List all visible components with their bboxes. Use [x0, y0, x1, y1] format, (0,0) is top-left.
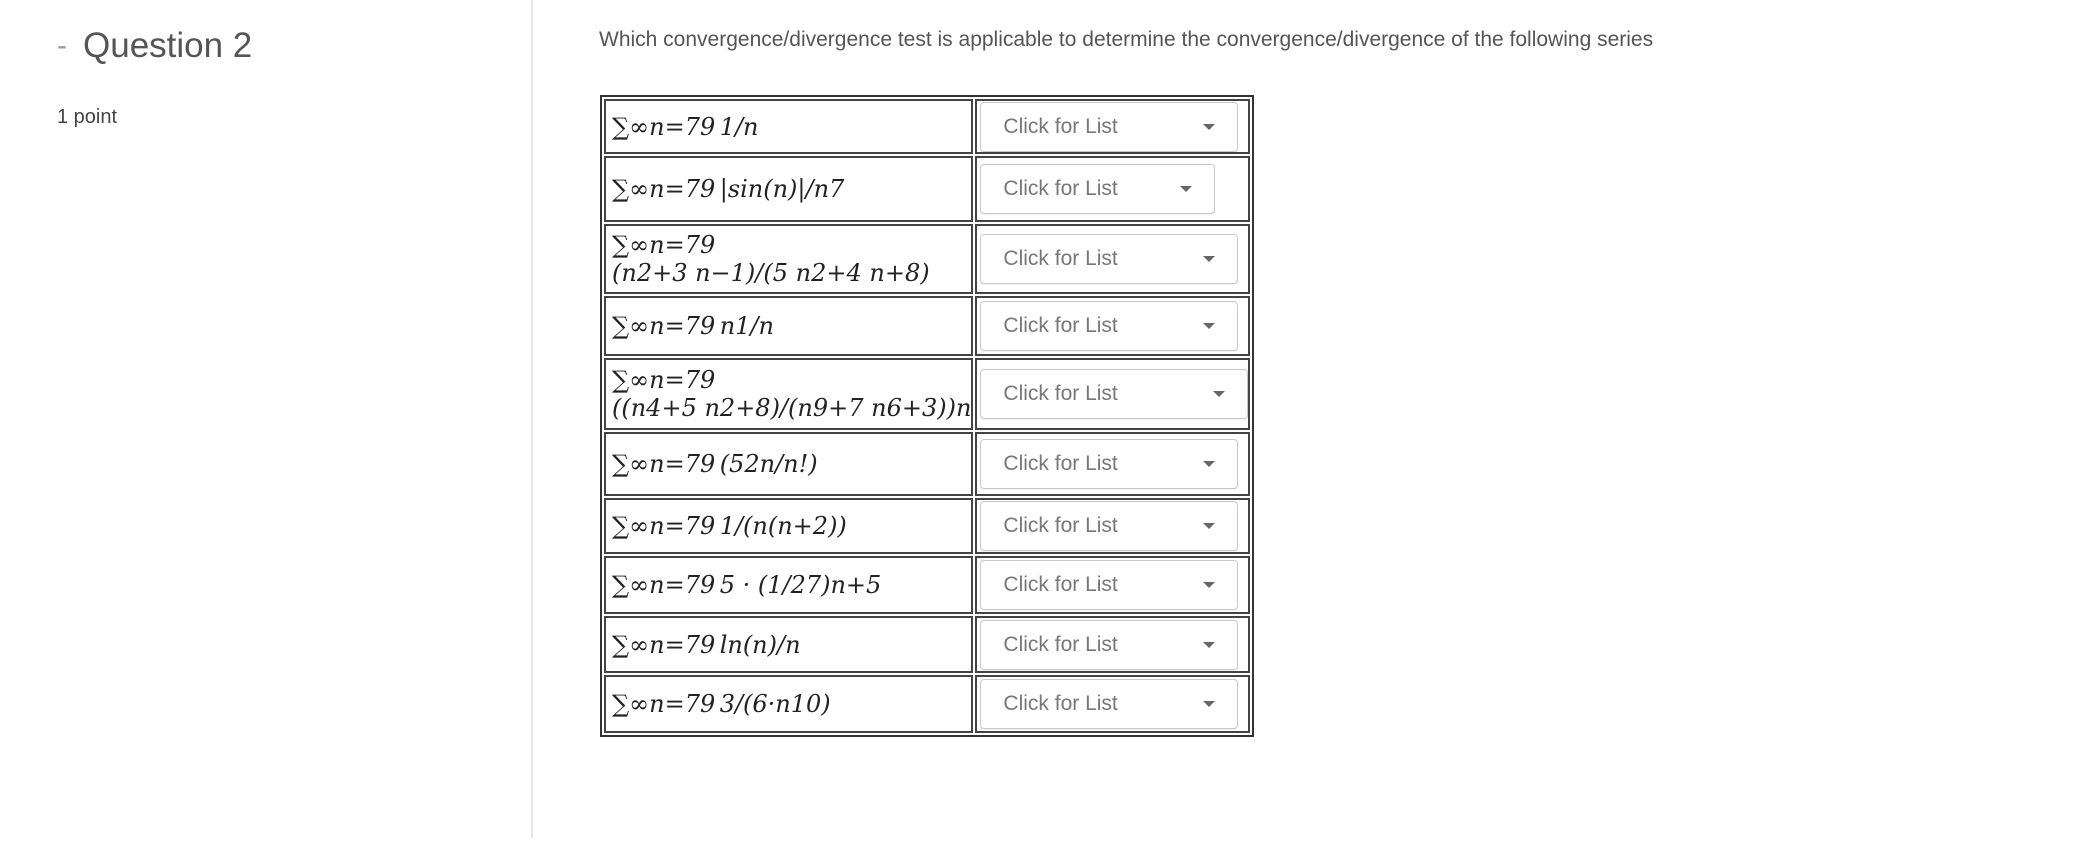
series-term: 5 · (1/27)n+5 — [719, 571, 882, 599]
answer-cell — [975, 498, 1250, 554]
question-title: Question 2 — [83, 26, 253, 65]
dropdown-label: Click for List — [1003, 114, 1118, 138]
collapse-dash-icon[interactable]: - — [57, 29, 67, 62]
series-sum: ∑∞n=79 — [612, 112, 716, 141]
series-expression-cell — [604, 358, 973, 430]
series-sum: ∑∞n=79 — [612, 231, 716, 259]
chevron-down-icon — [1213, 391, 1225, 397]
dropdown-label: Click for List — [1003, 177, 1118, 200]
series-expression-cell — [604, 675, 973, 733]
series-row — [604, 432, 1250, 496]
test-select-dropdown[interactable] — [980, 439, 1238, 489]
dropdown-label: Click for List — [1003, 514, 1118, 537]
question-prompt: Which convergence/divergence test is applicable to determine the convergence/divergence of the following series — [599, 28, 1654, 51]
series-term: 3/(6·n10) — [719, 690, 831, 718]
test-select-dropdown[interactable] — [980, 164, 1215, 214]
chevron-down-icon — [1203, 256, 1215, 262]
series-expression-cell — [604, 616, 973, 673]
test-select-dropdown[interactable] — [980, 234, 1238, 284]
series-term: ln(n)/n — [719, 630, 801, 659]
series-table — [600, 95, 1254, 737]
answer-cell — [975, 432, 1250, 496]
answer-cell — [975, 99, 1250, 154]
answer-cell — [975, 616, 1250, 673]
series-sum: ∑∞n=79 — [612, 366, 716, 394]
series-row — [604, 675, 1250, 733]
question-sidebar — [0, 0, 533, 838]
question-header — [57, 26, 252, 66]
series-row — [604, 358, 1250, 430]
series-term: 1/(n(n+2)) — [719, 512, 847, 540]
series-sum: ∑∞n=79 — [612, 312, 716, 340]
dropdown-label: Click for List — [1003, 314, 1118, 337]
answer-cell — [975, 224, 1250, 294]
test-select-dropdown[interactable] — [980, 369, 1248, 419]
series-expression-cell — [604, 432, 973, 496]
series-expression-cell — [604, 156, 973, 222]
answer-cell — [975, 156, 1250, 222]
series-term: 1/n — [719, 112, 759, 141]
series-expression-cell — [604, 224, 973, 294]
series-sum: ∑∞n=79 — [612, 512, 716, 540]
test-select-dropdown[interactable] — [980, 301, 1238, 351]
series-sum: ∑∞n=79 — [612, 630, 716, 659]
test-select-dropdown[interactable] — [980, 620, 1238, 670]
series-term: (n2+3 n−1)/(5 n2+4 n+8) — [612, 259, 930, 287]
series-row — [604, 296, 1250, 356]
chevron-down-icon — [1180, 186, 1192, 192]
series-term: |sin(n)|/n7 — [719, 175, 845, 203]
dropdown-label: Click for List — [1003, 247, 1118, 270]
chevron-down-icon — [1203, 461, 1215, 467]
chevron-down-icon — [1203, 323, 1215, 329]
series-row — [604, 498, 1250, 554]
series-term: ((n4+5 n2+8)/(n9+7 n6+3))n — [612, 394, 972, 422]
chevron-down-icon — [1203, 582, 1215, 588]
test-select-dropdown[interactable] — [980, 679, 1238, 729]
series-expression-cell — [604, 99, 973, 154]
series-row — [604, 616, 1250, 673]
series-expression-cell — [604, 498, 973, 554]
series-row — [604, 99, 1250, 154]
series-term: (52n/n!) — [719, 450, 818, 478]
question-points: 1 point — [57, 106, 118, 128]
series-sum: ∑∞n=79 — [612, 175, 716, 203]
series-expression-cell — [604, 296, 973, 356]
chevron-down-icon — [1203, 642, 1215, 648]
answer-cell — [975, 556, 1250, 614]
answer-cell — [975, 358, 1250, 430]
test-select-dropdown[interactable] — [980, 501, 1238, 551]
series-row — [604, 156, 1250, 222]
test-select-dropdown[interactable] — [980, 560, 1238, 610]
dropdown-label: Click for List — [1003, 382, 1118, 405]
series-term: n1/n — [719, 312, 774, 340]
dropdown-label: Click for List — [1003, 632, 1118, 656]
series-sum: ∑∞n=79 — [612, 450, 716, 478]
test-select-dropdown[interactable] — [980, 102, 1238, 152]
series-expression-cell — [604, 556, 973, 614]
series-row — [604, 556, 1250, 614]
series-sum: ∑∞n=79 — [612, 571, 716, 599]
answer-cell — [975, 296, 1250, 356]
series-row — [604, 224, 1250, 294]
dropdown-label: Click for List — [1003, 692, 1118, 715]
dropdown-label: Click for List — [1003, 573, 1118, 596]
chevron-down-icon — [1203, 701, 1215, 707]
chevron-down-icon — [1203, 124, 1215, 130]
answer-cell — [975, 675, 1250, 733]
chevron-down-icon — [1203, 523, 1215, 529]
dropdown-label: Click for List — [1003, 452, 1118, 475]
series-sum: ∑∞n=79 — [612, 690, 716, 718]
